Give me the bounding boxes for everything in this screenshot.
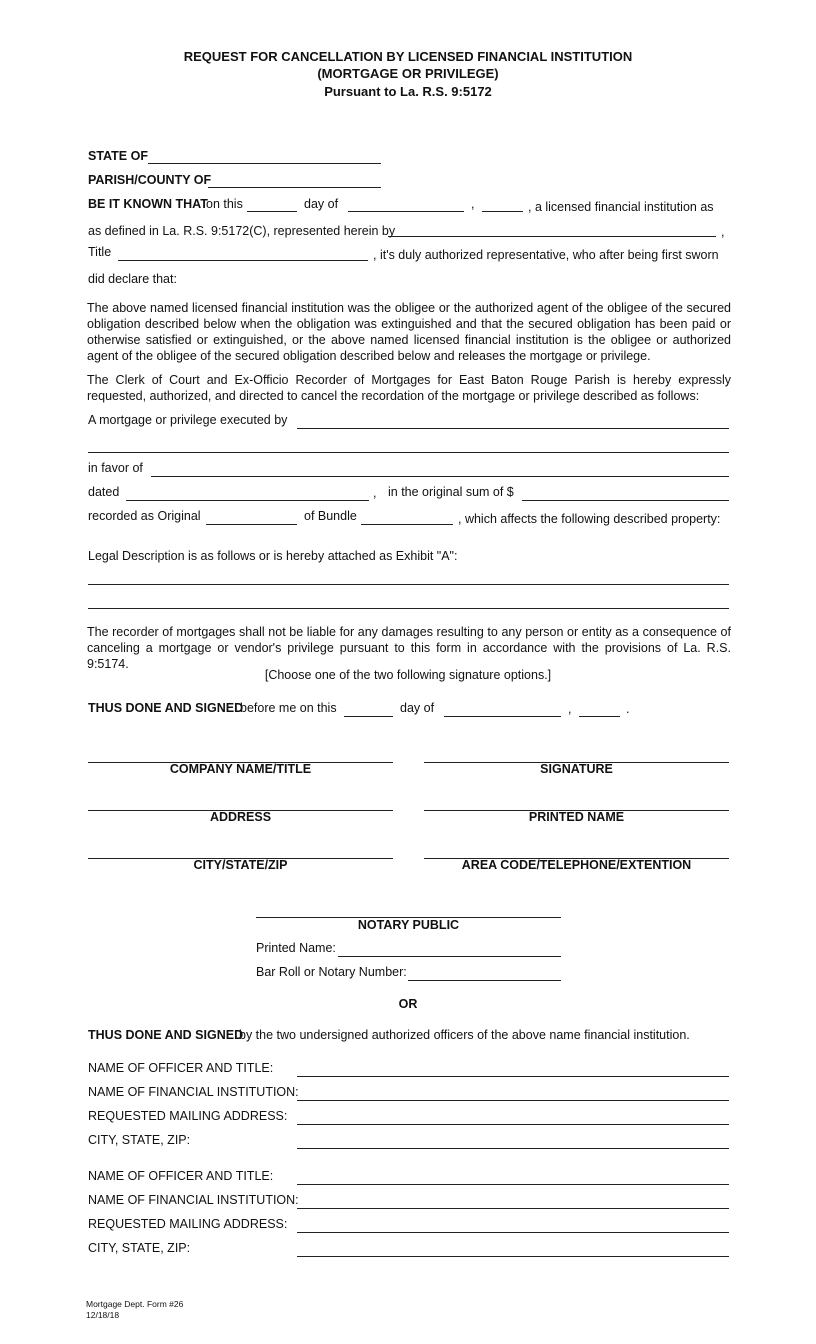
officer-2-address-field[interactable] — [297, 1232, 729, 1233]
notary-printed-name-label: Printed Name: — [256, 941, 336, 955]
comma-text: , — [568, 702, 572, 716]
state-label: STATE OF — [88, 149, 148, 163]
title-field[interactable] — [118, 260, 368, 261]
footer-form-number: Mortgage Dept. Form #26 — [86, 1299, 184, 1309]
executed-by-label: A mortgage or privilege executed by — [88, 413, 288, 427]
signing-month-field[interactable] — [444, 716, 561, 717]
on-this-label: on this — [206, 197, 243, 211]
telephone-label: AREA CODE/TELEPHONE/EXTENTION — [461, 858, 692, 872]
original-sum-field[interactable] — [522, 500, 729, 501]
year-field[interactable] — [482, 211, 523, 212]
form-subtitle: (MORTGAGE OR PRIVILEGE) — [317, 66, 499, 81]
signing-year-field[interactable] — [579, 716, 620, 717]
thus-done-label: THUS DONE AND SIGNED — [88, 1028, 244, 1042]
officer-2-address-label: REQUESTED MAILING ADDRESS: — [88, 1217, 288, 1231]
of-bundle-label: of Bundle — [304, 509, 357, 523]
form-title: REQUEST FOR CANCELLATION BY LICENSED FINANCIAL INSTITUTION — [183, 49, 633, 64]
officer-2-institution-field[interactable] — [297, 1208, 729, 1209]
original-sum-label: in the original sum of $ — [388, 485, 514, 499]
dated-field[interactable] — [126, 500, 369, 501]
officer-2-city-field[interactable] — [297, 1256, 729, 1257]
did-declare-text: did declare that: — [88, 272, 177, 286]
recorded-as-label: recorded as Original — [88, 509, 201, 523]
original-number-field[interactable] — [206, 524, 297, 525]
company-name-label: COMPANY NAME/TITLE — [169, 762, 312, 776]
officer-2-institution-label: NAME OF FINANCIAL INSTITUTION: — [88, 1193, 299, 1207]
duly-authorized-text: , it's duly authorized representative, who after being first sworn — [373, 248, 719, 262]
or-label: OR — [398, 997, 418, 1011]
obligee-paragraph: The above named licensed financial institution was the obligee or the authorized agent of the obligee of the secured obligation described below when the obligation was extinguished and that the secured obligation has been paid or otherwise satisfied or extinguished, or the above named licensed financial institution is the obligee or authorized agent of the obligee of the secured obligation described below and releases the mortgage or privilege. — [87, 301, 731, 363]
officer-1-name-field[interactable] — [297, 1076, 729, 1077]
thus-done-label: THUS DONE AND SIGNED — [88, 701, 244, 715]
executed-by-field[interactable] — [297, 428, 729, 429]
footer-date: 12/18/18 — [86, 1310, 120, 1320]
bar-roll-label: Bar Roll or Notary Number: — [256, 965, 407, 979]
bundle-number-field[interactable] — [361, 524, 453, 525]
licensed-text: , a licensed financial institution as — [528, 200, 714, 214]
comma-text: , — [373, 486, 377, 500]
comma-text: , — [471, 197, 475, 211]
notary-public-label: NOTARY PUBLIC — [357, 918, 460, 932]
city-state-zip-label: CITY/STATE/ZIP — [193, 858, 288, 872]
officer-2-city-label: CITY, STATE, ZIP: — [88, 1241, 191, 1255]
bar-roll-field[interactable] — [408, 980, 561, 981]
legal-description-field-1[interactable] — [88, 584, 729, 585]
officer-1-city-label: CITY, STATE, ZIP: — [88, 1133, 191, 1147]
day-of-label: day of — [304, 197, 339, 211]
officer-1-address-label: REQUESTED MAILING ADDRESS: — [88, 1109, 288, 1123]
before-me-text: before me on this — [240, 701, 337, 715]
in-favor-of-field[interactable] — [151, 476, 729, 477]
title-label: Title — [88, 245, 112, 259]
form-statute: Pursuant to La. R.S. 9:5172 — [324, 84, 492, 99]
address-label: ADDRESS — [209, 810, 272, 824]
as-defined-text: as defined in La. R.S. 9:5172(C), represented herein by — [88, 224, 396, 238]
officer-1-city-field[interactable] — [297, 1148, 729, 1149]
period-text: . — [626, 702, 630, 716]
legal-description-field-2[interactable] — [88, 608, 729, 609]
representative-field[interactable] — [388, 236, 716, 237]
printed-name-label: PRINTED NAME — [528, 810, 625, 824]
day-of-label: day of — [400, 701, 435, 715]
day-field[interactable] — [247, 211, 297, 212]
legal-description-label: Legal Description is as follows or is hereby attached as Exhibit "A": — [88, 549, 458, 563]
affects-text: , which affects the following described property: — [458, 512, 721, 526]
officer-1-address-field[interactable] — [297, 1124, 729, 1125]
officer-1-institution-field[interactable] — [297, 1100, 729, 1101]
signature-label: SIGNATURE — [540, 762, 613, 776]
officer-1-name-label: NAME OF OFFICER AND TITLE: — [88, 1061, 274, 1075]
notary-printed-name-field[interactable] — [338, 956, 561, 957]
signing-day-field[interactable] — [344, 716, 393, 717]
state-field[interactable] — [148, 163, 381, 164]
month-field[interactable] — [348, 211, 464, 212]
officer-1-institution-label: NAME OF FINANCIAL INSTITUTION: — [88, 1085, 299, 1099]
clerk-paragraph: The Clerk of Court and Ex-Officio Recorder of Mortgages for East Baton Rouge Parish is hereby expressly requested, authorized, and directed to cancel the recordation of the mortgage or privilege described as follows: — [87, 373, 731, 403]
executed-by-field-2[interactable] — [88, 452, 729, 453]
by-two-officers-text: by the two undersigned authorized officers of the above name financial institution. — [239, 1028, 690, 1042]
officer-2-name-label: NAME OF OFFICER AND TITLE: — [88, 1169, 274, 1183]
comma-text: , — [721, 225, 725, 239]
officer-2-name-field[interactable] — [297, 1184, 729, 1185]
parish-field[interactable] — [208, 187, 381, 188]
be-it-known-label: BE IT KNOWN THAT — [88, 197, 208, 211]
dated-label: dated — [88, 485, 120, 499]
liability-paragraph: The recorder of mortgages shall not be liable for any damages resulting to any person or entity as a consequence of canceling a mortgage or vendor's privilege pursuant to this form in accordance with the provisions of La. R.S. 9:5174. — [87, 625, 731, 671]
choose-option-text: [Choose one of the two following signature options.] — [264, 668, 552, 682]
in-favor-of-label: in favor of — [88, 461, 143, 475]
parish-label: PARISH/COUNTY OF — [88, 173, 212, 187]
